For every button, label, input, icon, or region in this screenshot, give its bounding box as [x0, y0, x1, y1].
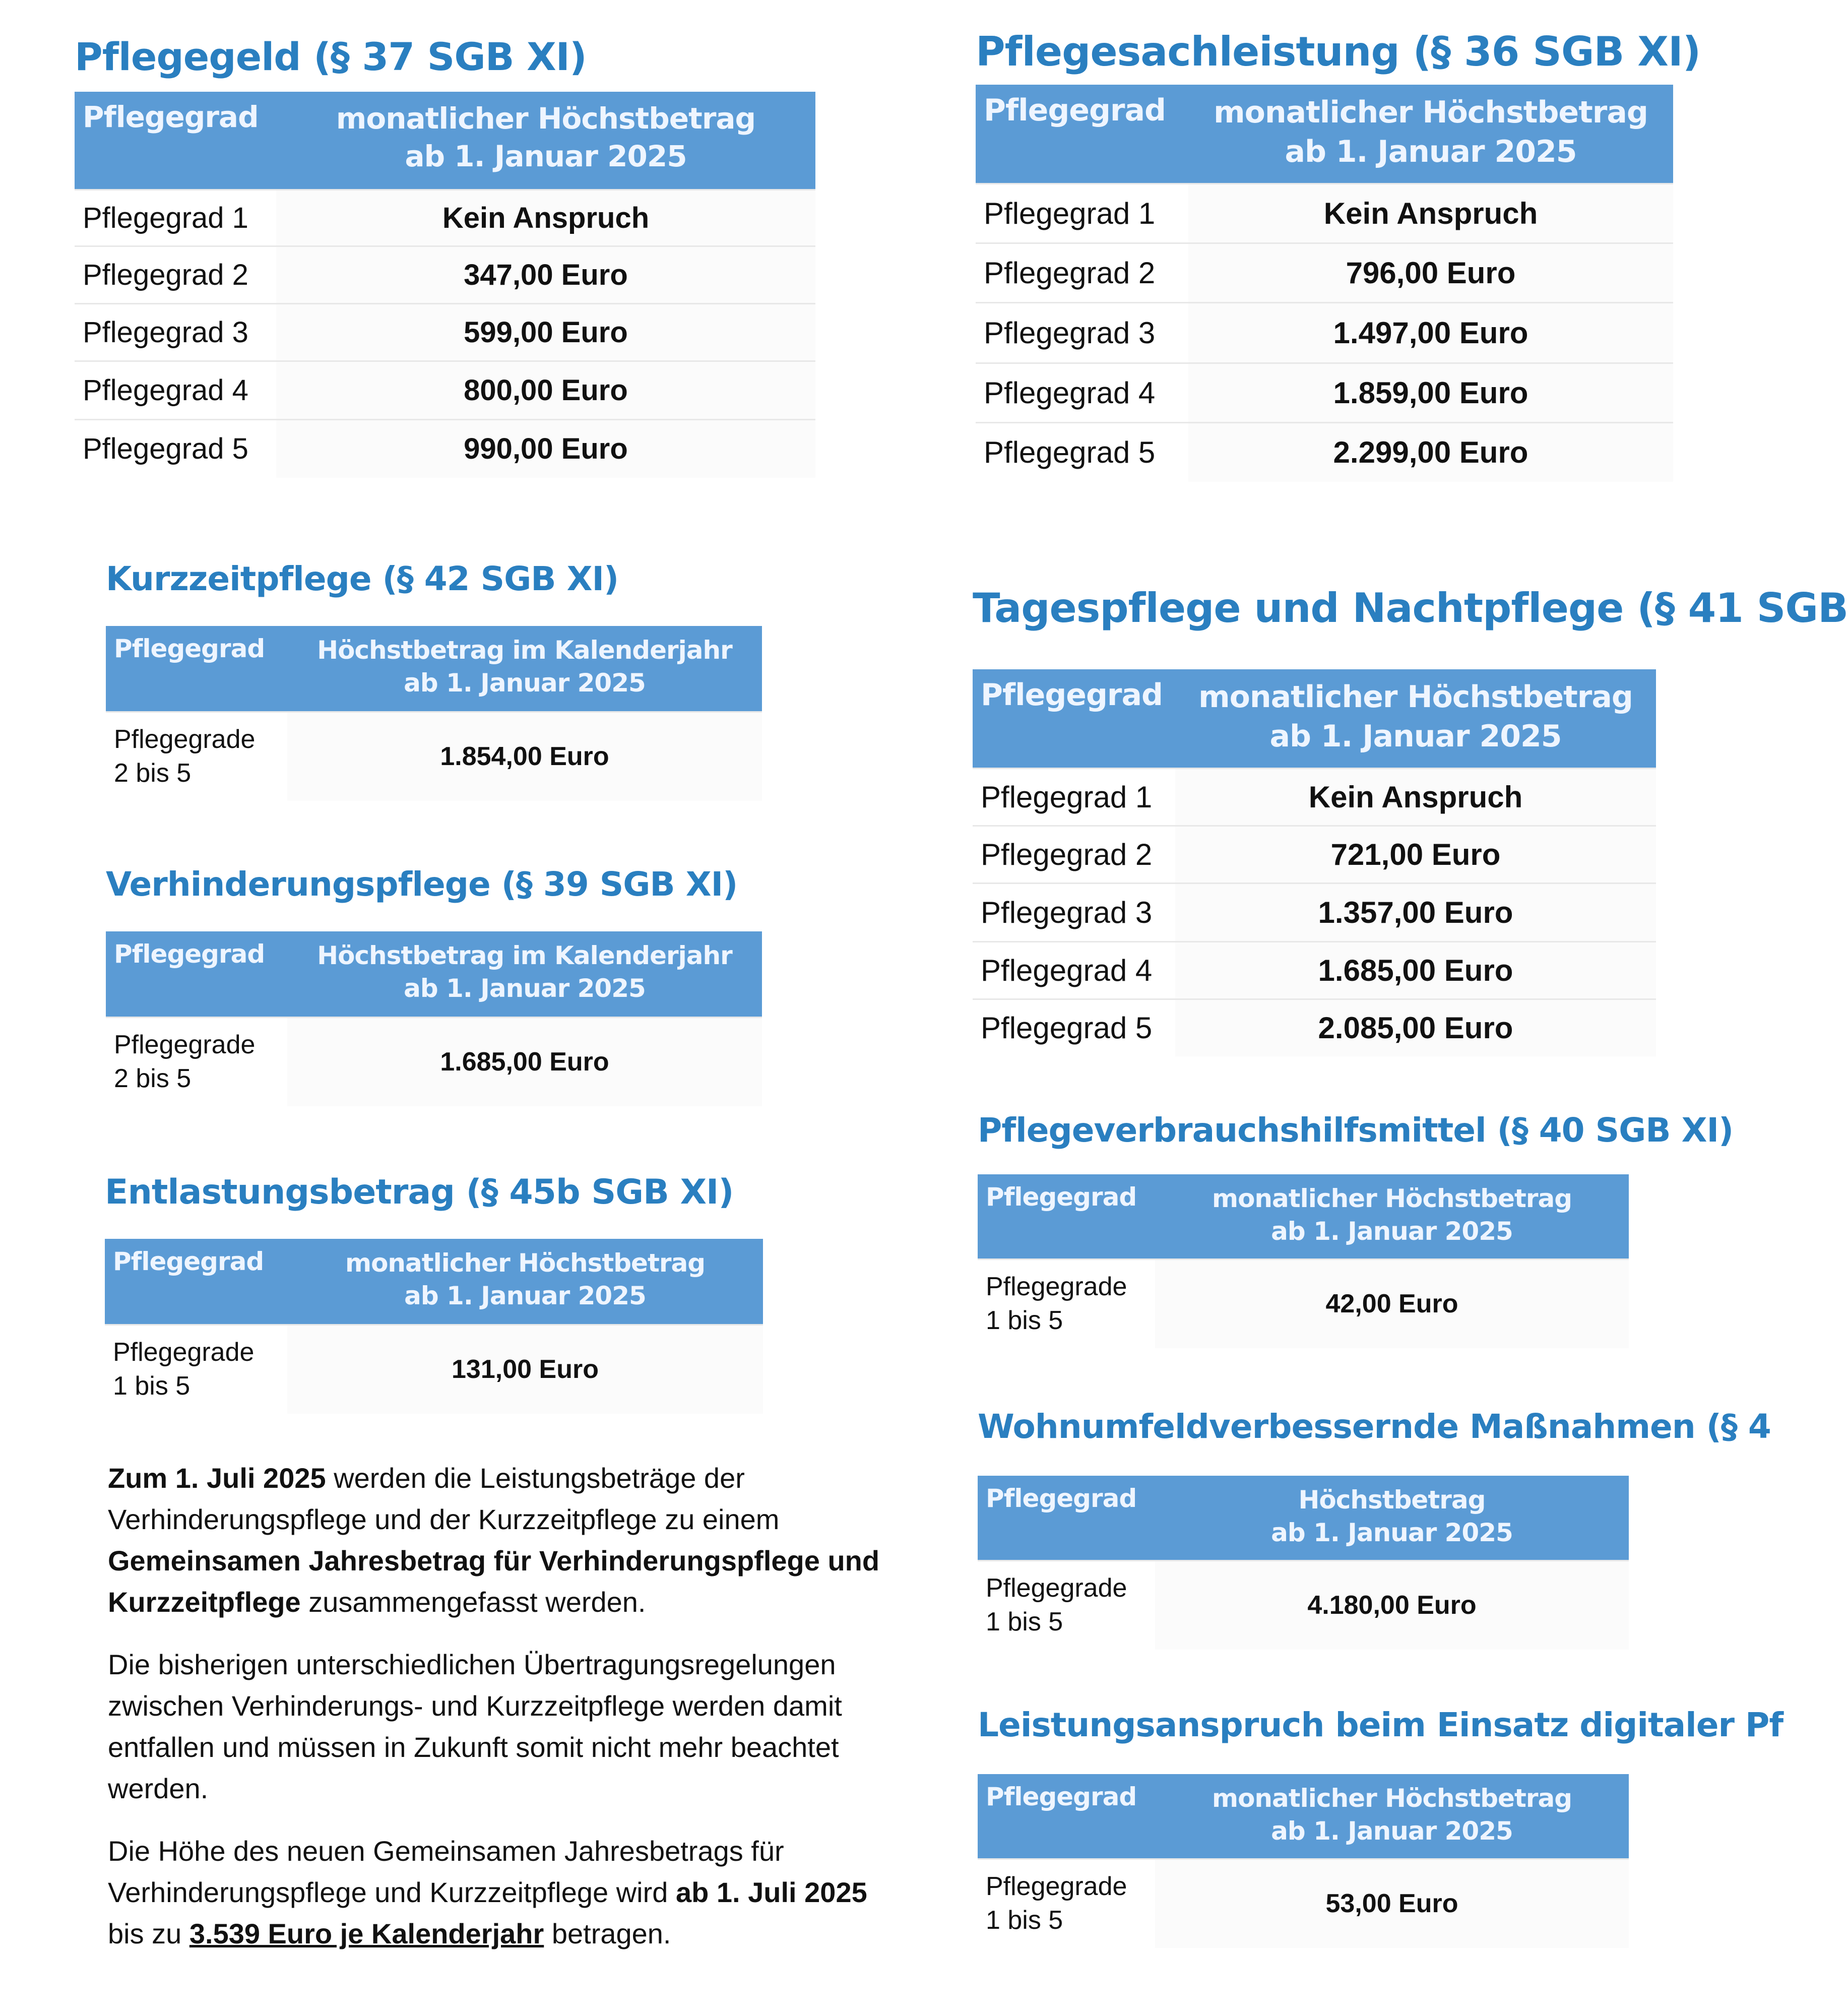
- benefit-table: [105, 1239, 763, 1414]
- column-header-amount: monatlicher Höchstbetrag ab 1. Januar 2025: [1175, 669, 1656, 768]
- table-row: Pflegegrade 2 bis 5 1.685,00 Euro: [106, 1017, 762, 1106]
- column-header-grade: Pflegegrad: [106, 626, 287, 712]
- table-row: Pflegegrad 5 990,00 Euro: [75, 419, 815, 478]
- table-row: Pflegegrad 3 1.497,00 Euro: [976, 302, 1673, 363]
- column-header-grade: Pflegegrad: [106, 931, 287, 1017]
- table-row: Pflegegrade 2 bis 5 1.854,00 Euro: [106, 712, 762, 801]
- table-row: Pflegegrad 4 1.859,00 Euro: [976, 363, 1673, 422]
- table-row: Pflegegrad 2 347,00 Euro: [75, 246, 815, 303]
- section-pflegeverbrauchshilfsmittel: [978, 1111, 1734, 1348]
- section-title: Pflegesachleistung (§ 36 SGB XI): [976, 28, 1701, 75]
- column-header-grade: Pflegegrad: [978, 1774, 1155, 1859]
- table-row: Pflegegrad 5 2.299,00 Euro: [976, 422, 1673, 482]
- table-row: Pflegegrad 4 1.685,00 Euro: [973, 941, 1656, 999]
- column-header-amount: monatlicher Höchstbetrag ab 1. Januar 2025: [1188, 85, 1673, 183]
- table-row: Pflegegrad 3 599,00 Euro: [75, 303, 815, 361]
- section-title: Verhinderungspflege (§ 39 SGB XI): [106, 865, 738, 904]
- table-row: Pflegegrad 2 796,00 Euro: [976, 243, 1673, 302]
- table-row: Pflegegrade 1 bis 5 4.180,00 Euro: [978, 1560, 1629, 1650]
- benefit-table: [978, 1476, 1629, 1650]
- column-header-grade: Pflegegrad: [973, 669, 1175, 768]
- benefit-table: [75, 92, 815, 478]
- paragraph-2: Die bisherigen unterschiedlichen Übertragungsregelungen zwischen Verhinderungs- und Kurzzeitpflege werden damit entfallen und müssen in Zukunft somit nicht mehr beachtet werden.: [108, 1649, 842, 1804]
- column-header-grade: Pflegegrad: [976, 85, 1188, 183]
- column-header-grade: Pflegegrad: [978, 1174, 1155, 1259]
- column-header-amount: monatlicher Höchstbetrag ab 1. Januar 2025: [276, 92, 815, 190]
- table-row: Pflegegrade 1 bis 5 53,00 Euro: [978, 1859, 1629, 1948]
- table-row: Pflegegrad 4 800,00 Euro: [75, 361, 815, 419]
- table-row: Pflegegrad 5 2.085,00 Euro: [973, 999, 1656, 1056]
- table-row: Pflegegrade 1 bis 5 131,00 Euro: [105, 1325, 763, 1414]
- column-header-amount: monatlicher Höchstbetrag ab 1. Januar 2025: [1155, 1174, 1629, 1259]
- section-title: Entlastungsbetrag (§ 45b SGB XI): [105, 1172, 734, 1212]
- table-row: Pflegegrad 3 1.357,00 Euro: [973, 883, 1656, 941]
- column-header-amount: monatlicher Höchstbetrag ab 1. Januar 2025: [1155, 1774, 1629, 1859]
- table-row: Pflegegrad 1 Kein Anspruch: [973, 768, 1656, 826]
- section-digitale-pflege: [978, 1706, 1783, 1948]
- table-row: Pflegegrad 1 Kein Anspruch: [75, 190, 815, 246]
- benefit-table: [978, 1174, 1629, 1348]
- table-row: Pflegegrad 2 721,00 Euro: [973, 826, 1656, 883]
- section-title: Leistungsanspruch beim Einsatz digitaler Pf: [978, 1706, 1783, 1744]
- column-header-grade: Pflegegrad: [75, 92, 276, 190]
- section-entlastungsbetrag: [105, 1172, 770, 1414]
- table-row: Pflegegrad 1 Kein Anspruch: [976, 183, 1673, 243]
- section-verhinderungspflege: [106, 865, 771, 1106]
- section-kurzzeitpflege: [106, 559, 771, 801]
- section-title: Wohnumfeldverbessernde Maßnahmen (§ 4: [978, 1407, 1771, 1446]
- section-wohnumfeld: [978, 1407, 1771, 1650]
- section-pflegegeld: [75, 34, 820, 478]
- benefit-table: [978, 1774, 1629, 1948]
- table-row: Pflegegrade 1 bis 5 42,00 Euro: [978, 1259, 1629, 1348]
- benefit-table: [106, 626, 762, 801]
- benefit-table: [106, 931, 762, 1106]
- section-title: Pflegegeld (§ 37 SGB XI): [75, 34, 587, 79]
- section-title: Kurzzeitpflege (§ 42 SGB XI): [106, 559, 619, 598]
- column-header-amount: Höchstbetrag ab 1. Januar 2025: [1155, 1476, 1629, 1560]
- column-header-amount: monatlicher Höchstbetrag ab 1. Januar 2025: [287, 1239, 763, 1325]
- paragraph-3: Die Höhe des neuen Gemeinsamen Jahresbetrags für Verhinderungspflege und Kurzzeitpflege wird ab 1. Juli 2025 bis zu 3.539 Euro je Kalenderjahr betragen.: [108, 1835, 867, 1949]
- paragraph-1: Zum 1. Juli 2025 werden die Leistungsbeträge der Verhinderungspflege und der Kurzzeitpflege zu einem Gemeinsamen Jahresbetrag für Verhinderungspflege und Kurzzeitpflege zusammengefasst werden.: [108, 1462, 880, 1618]
- section-pflegesachleistung: [976, 28, 1701, 482]
- section-tagespflege: [973, 585, 1848, 1056]
- column-header-amount: Höchstbetrag im Kalenderjahr ab 1. Januar 2025: [287, 931, 762, 1017]
- section-title: Pflegeverbrauchshilfsmittel (§ 40 SGB XI): [978, 1111, 1734, 1150]
- info-text: [108, 1458, 894, 1976]
- column-header-grade: Pflegegrad: [978, 1476, 1155, 1560]
- benefit-table: [973, 669, 1656, 1056]
- column-header-amount: Höchstbetrag im Kalenderjahr ab 1. Januar 2025: [287, 626, 762, 712]
- benefit-table: [976, 85, 1673, 482]
- column-header-grade: Pflegegrad: [105, 1239, 287, 1325]
- section-title: Tagespflege und Nachtpflege (§ 41 SGB: [973, 585, 1848, 632]
